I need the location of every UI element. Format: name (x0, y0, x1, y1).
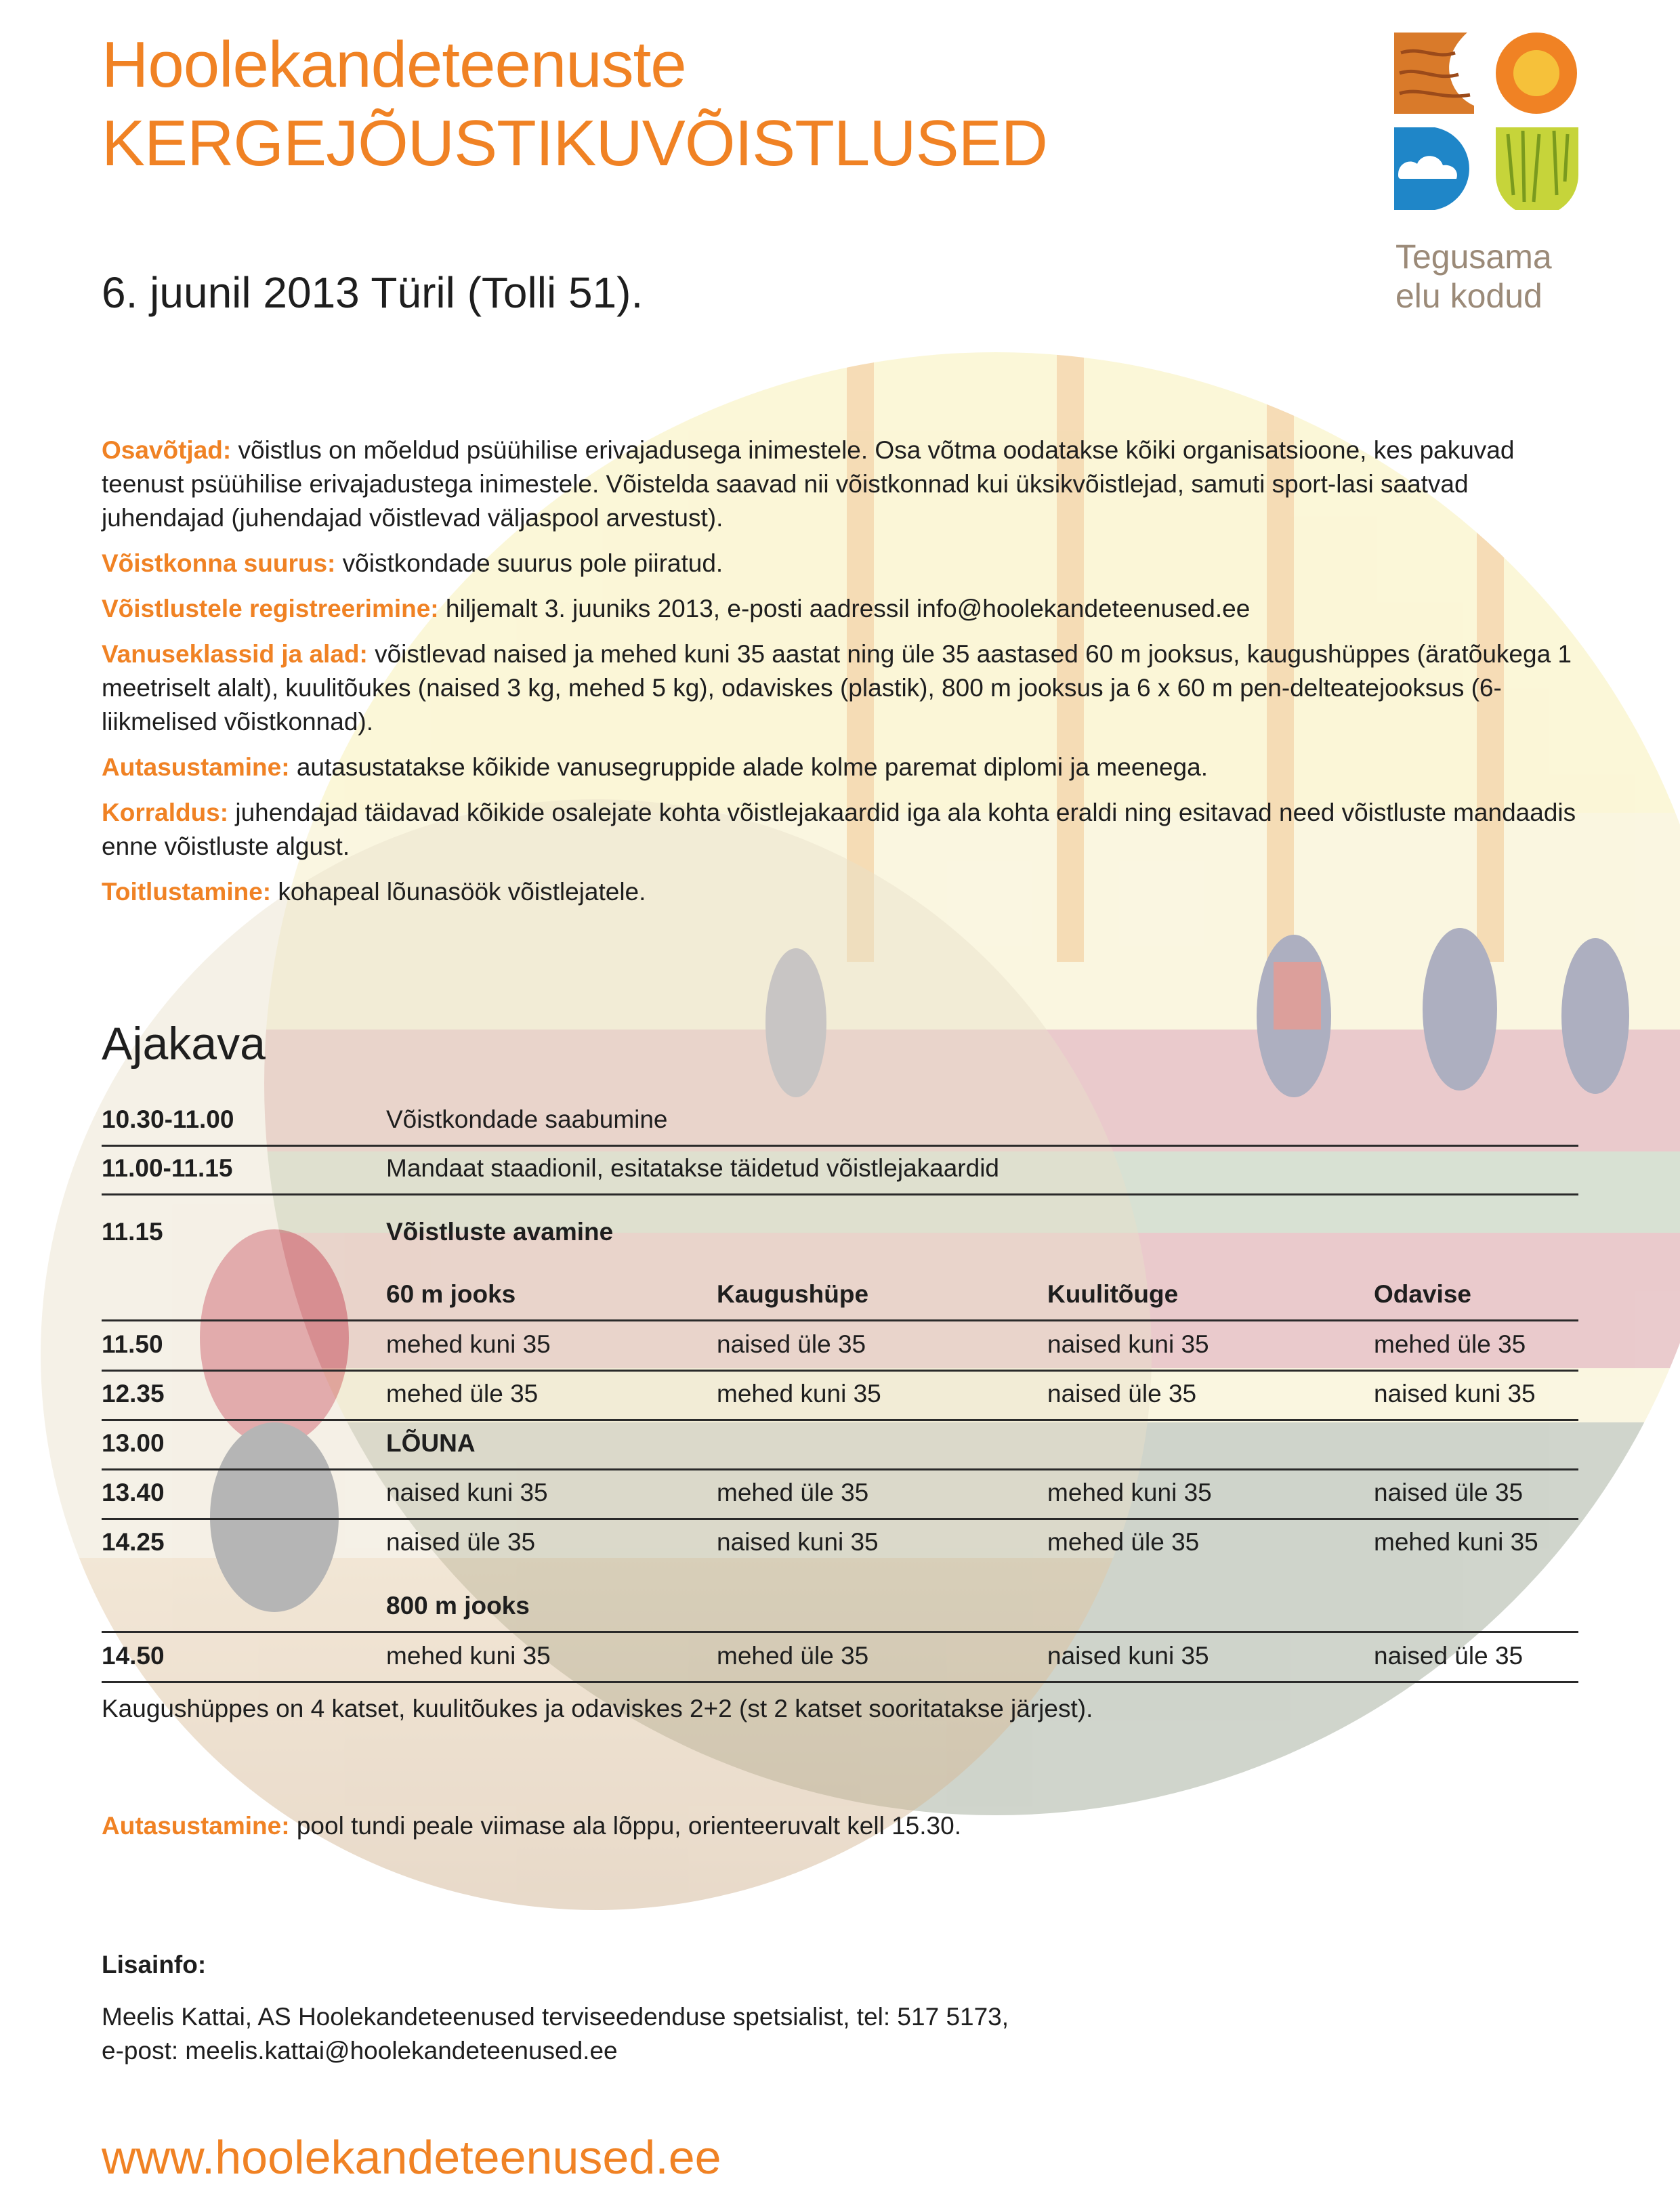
schedule-time: 14.50 (102, 1642, 165, 1670)
table-cell: naised üle 35 (717, 1330, 866, 1358)
info-text: kohapeal lõunasöök võistlejatele. (278, 878, 646, 906)
info-label: Autasustamine: (102, 753, 290, 781)
contact-info (102, 2000, 1009, 2068)
logo-tagline (1395, 237, 1552, 316)
title-line-1: Hoolekandeteenuste (102, 28, 686, 101)
schedule-text: Võistluste avamine (386, 1218, 614, 1246)
table-cell: naised üle 35 (1374, 1642, 1524, 1670)
table-cell: naised kuni 35 (1047, 1330, 1209, 1358)
schedule-time: 14.25 (102, 1528, 165, 1556)
schedule-heading: Ajakava (102, 1018, 266, 1070)
schedule-row (102, 1370, 1578, 1421)
table-cell: mehed kuni 35 (386, 1330, 551, 1358)
schedule-note: Kaugushüppes on 4 katset, kuulitõukes ja odaviskes 2+2 (st 2 katset sooritatakse järjest). (102, 1695, 1093, 1722)
info-text: juhendajad täidavad kõikide osalejate kohta võistlejakaardid iga ala kohta eraldi ning esitavad need võistluste mandaadis enne võistluste algust. (102, 799, 1576, 860)
table-cell: mehed kuni 35 (386, 1642, 551, 1670)
schedule-row (102, 1632, 1578, 1683)
schedule-text: Mandaat staadionil, esitatakse täidetud võistlejakaardid (386, 1154, 1000, 1182)
info-paragraph (102, 637, 1582, 739)
schedule-time: 11.50 (102, 1330, 163, 1358)
table-cell: mehed üle 35 (386, 1380, 539, 1407)
lunch-label: LÕUNA (386, 1429, 476, 1457)
schedule-row (102, 1145, 1578, 1195)
schedule-time: 13.00 (102, 1429, 165, 1457)
website-link[interactable]: www.hoolekandeteenused.ee (102, 2131, 721, 2184)
table-cell: naised kuni 35 (386, 1479, 548, 1506)
info-label: Toitlustamine: (102, 878, 272, 906)
logo-o-sun-core (1513, 50, 1559, 96)
info-paragraph (102, 547, 1582, 580)
schedule-row-lunch (102, 1420, 1578, 1470)
schedule-time: 13.40 (102, 1479, 165, 1506)
table-cell: naised kuni 35 (1374, 1380, 1536, 1407)
info-label: Osavõtjad: (102, 436, 232, 464)
schedule-time: 12.35 (102, 1380, 165, 1407)
award-text: pool tundi peale viimase ala lõppu, orienteeruvalt kell 15.30. (296, 1812, 961, 1840)
info-paragraph (102, 875, 1582, 909)
info-section (102, 433, 1582, 920)
info-label: Korraldus: (102, 799, 229, 826)
info-paragraph (102, 750, 1582, 784)
info-paragraph (102, 433, 1582, 535)
info-text: võistkondade suurus pole piiratud. (342, 549, 723, 577)
schedule-row-opening (102, 1208, 1578, 1257)
table-cell: mehed kuni 35 (1374, 1528, 1538, 1556)
column-header: 60 m jooks (386, 1280, 516, 1308)
table-cell: mehed üle 35 (717, 1479, 869, 1506)
info-text: võistlevad naised ja mehed kuni 35 aastat ning üle 35 aastased 60 m jooksus, kaugushüppes (äratõukega 1 meetriselt alalt), kuulitõukes (naised 3 kg, mehed 5 kg), odaviskes (plastik), 800 m jooksus ja 6 x 60 m pen-delteatejooksus (6-liikmelised võistkonnad). (102, 640, 1572, 736)
schedule-text: Võistkondade saabumine (386, 1105, 668, 1133)
schedule-row (102, 1519, 1578, 1567)
table-cell: mehed üle 35 (1374, 1330, 1526, 1358)
info-label: Võistlustele registreerimine: (102, 595, 439, 622)
column-header: Odavise (1374, 1280, 1471, 1308)
schedule-time: 11.00-11.15 (102, 1154, 233, 1182)
schedule-time: 11.15 (102, 1218, 163, 1246)
event-column-headers (102, 1271, 1578, 1321)
column-header: Kaugushüpe (717, 1280, 869, 1308)
table-cell: naised kuni 35 (717, 1528, 879, 1556)
info-label: Võistkonna suurus: (102, 549, 336, 577)
contact-line-2: e-post: meelis.kattai@hoolekandeteenused.ee (102, 2037, 618, 2065)
contact-line-1: Meelis Kattai, AS Hoolekandeteenused terviseedenduse spetsialist, tel: 517 5173, (102, 2003, 1009, 2031)
column-header: 800 m jooks (386, 1592, 530, 1619)
title-line-2: KERGEJÕUSTIKUVÕISTLUSED (102, 107, 1047, 179)
table-cell: mehed üle 35 (717, 1642, 869, 1670)
info-text: võistlus on mõeldud psüühilise erivajadusega inimestele. Osa võtma oodatakse kõiki organisatsioone, kes pakuvad teenust psüühilise erivajadustega inimestele. Võistelda saavad nii võistkonnad kui üksikvõistlejad, samuti sport-lasi saatvad juhendajad (juhendajad võistlevad väljaspool arvestust). (102, 436, 1515, 532)
table-cell: mehed üle 35 (1047, 1528, 1200, 1556)
logo-tagline-line-1: Tegusama (1395, 238, 1552, 276)
info-paragraph (102, 796, 1582, 864)
column-header: Kuulitõuge (1047, 1280, 1179, 1308)
table-cell: mehed kuni 35 (1047, 1479, 1212, 1506)
schedule-row (102, 1321, 1578, 1372)
table-cell: naised üle 35 (1047, 1380, 1197, 1407)
table-cell: naised üle 35 (1374, 1479, 1524, 1506)
page-title (102, 26, 1047, 183)
kodu-logo (1394, 33, 1578, 210)
table-cell: naised kuni 35 (1047, 1642, 1209, 1670)
schedule-row (102, 1469, 1578, 1520)
contact-heading: Lisainfo: (102, 1951, 207, 1978)
info-text: hiljemalt 3. juuniks 2013, e-posti aadressil info@hoolekandeteenused.ee (445, 595, 1251, 622)
event-date-location: 6. juunil 2013 Türil (Tolli 51). (102, 268, 644, 317)
info-text: autasustatakse kõikide vanusegruppide alade kolme paremat diplomi ja meenega. (296, 753, 1208, 781)
info-paragraph (102, 592, 1582, 626)
award-info (102, 1812, 961, 1840)
info-label: Vanuseklassid ja alad: (102, 640, 368, 668)
logo-tagline-line-2: elu kodud (1395, 277, 1542, 315)
table-cell: mehed kuni 35 (717, 1380, 881, 1407)
table-cell: naised üle 35 (386, 1528, 536, 1556)
run800-header (102, 1582, 1578, 1633)
schedule-row (102, 1096, 1578, 1147)
award-label: Autasustamine: (102, 1812, 290, 1840)
schedule-time: 10.30-11.00 (102, 1105, 234, 1133)
